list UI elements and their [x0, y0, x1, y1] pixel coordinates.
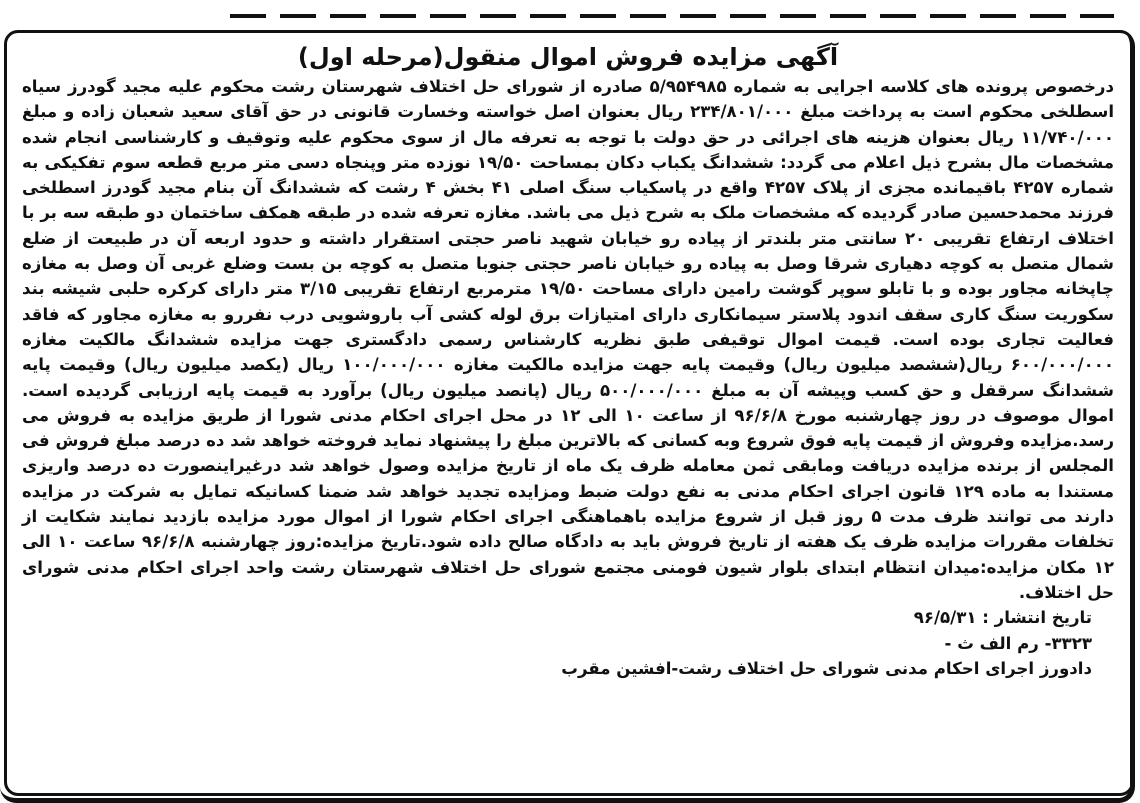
publish-date: تاریخ انتشار : ۹۶/۵/۳۱ [913, 608, 1092, 628]
notice-body: درخصوص پرونده های کلاسه اجرایی به شماره ۵/۹۵۴۹۸۵ صادره از شورای حل اختلاف شهرستان رشت محکوم علیه مجید گودرز سیاه اسطلخی محکوم است به پرداخت مبلغ ۲۳۴/۸۰۱/۰۰۰ ریال بعنوان اصل خواسته وخسارت قانونی در حق آقای سعید شعبان زاده و مبلغ ۱۱/۷۴۰/۰۰۰ ریال بعنوان هزینه های اجرائی در حق دولت با توجه به تعرفه مال از سوی محکوم علیه وتوقیف و کارشناسی انجام شده مشخصات مال بشرح ذیل اعلام می گردد: ششدانگ یکباب دکان بمساحت ۱۹/۵۰ نوزده متر وپنجاه دسی متر مربع قطعه سوم تفکیکی به شماره ۴۲۵۷ باقیمانده مجزی از پلاک ۴۲۵۷ واقع در پاسکیاب سنگ اصلی ۴۱ بخش ۴ رشت که ششدانگ آن بنام مجید گودرز اسطلخی فرزند محمدحسین صادر گردیده که مشخصات ملک به شرح ذیل می باشد. مغازه تعرفه شده در طبقه همکف ساختمان دو طبقه سه بر با اختلاف ارتفاع تقریبی ۲۰ سانتی متر بلندتر از پیاده رو خیابان شهید ناصر حجتی استقرار داشته و حدود اربعه آن در طبیعت از ضلع شمال متصل به کوچه دهیاری شرقا وصل به پیاده رو خیابان ناصر حجتی جنوبا متصل به کوچه بن بست وضلع غربی آن وصل به مغازه چاپخانه مجاور بوده و با تابلو سوپر گوشت رامین دارای مساحت ۱۹/۵۰ مترمربع ارتفاع تقریبی ۳/۱۵ متر دارای کرکره حلبی شیشه بند سکوریت سنگ کاری سقف اندود پلاستر سیمانکاری دارای امتیازات برق لوله کشی آب باروشویی درب نفررو به مغازه مجاور که فاقد فعالیت تجاری بوده است. قیمت اموال توقیفی طبق نظریه کارشناس رسمی دادگستری جهت مزایده ششدانگ مالکیت مغازه ۶۰۰/۰۰۰/۰۰۰ ریال(ششصد میلیون ریال) وقیمت پایه جهت مزایده مالکیت مغازه ۱۰۰/۰۰۰/۰۰۰ ریال (یکصد میلیون ریال) وقیمت پایه ششدانگ سرقفل و حق کسب وپیشه آن به مبلغ ۵۰۰/۰۰۰/۰۰۰ ریال (پانصد میلیون ریال) برآورد به قیمت پایه ارزیابی گردیده است. اموال موصوف در روز چهارشنبه مورخ ۹۶/۶/۸ از ساعت ۱۰ الی ۱۲ در محل اجرای احکام مدنی شورا از طریق مزایده به فروش می رسد.مزایده وفروش از قیمت پایه فوق شروع وبه کسانی که بالاترین مبلغ را پیشنهاد نماید فروخته خواهد شد ده درصد مبلغ فروش فی المجلس از برنده مزایده دریافت ومابقی ثمن معامله ظرف یک ماه از تاریخ مزایده وصول خواهد شد درغیراینصورت ده درصد واریزی مستندا به ماده ۱۲۹ قانون اجرای احکام مدنی به نفع دولت ضبط ومزایده تجدید خواهد شد ضمنا کسانیکه تمایل به شرکت در مزایده دارند می توانند ظرف مدت ۵ روز قبل از شروع مزایده باهماهنگی اجرای احکام شورا از اموال مورد مزایده بازدید نمایند شکایت از تخلفات مقررات مزایده ظرف یک هفته از تاریخ فروش باید به دادگاه صالح داده شود.تاریخ مزایده:روز چهارشنبه ۹۶/۶/۸ ساعت ۱۰ الی ۱۲ مکان مزایده:میدان انتظام ابتدای بلوار شیون فومنی مجتمع شورای حل اختلاف شهرستان رشت واحد اجرای احکام مدنی شورای حل اختلاف. [22, 77, 1115, 602]
reference-code: ۳۳۲۳- رم الف ث - [944, 633, 1092, 653]
notice-content [22, 42, 1114, 681]
top-dash-divider [230, 14, 1114, 18]
signature-line: دادورز اجرای احکام مدنی شورای حل اختلاف رشت-افشین مقرب [561, 658, 1092, 678]
notice-title: آگهی مزایده فروش اموال منقول(مرحله اول) [297, 43, 839, 71]
